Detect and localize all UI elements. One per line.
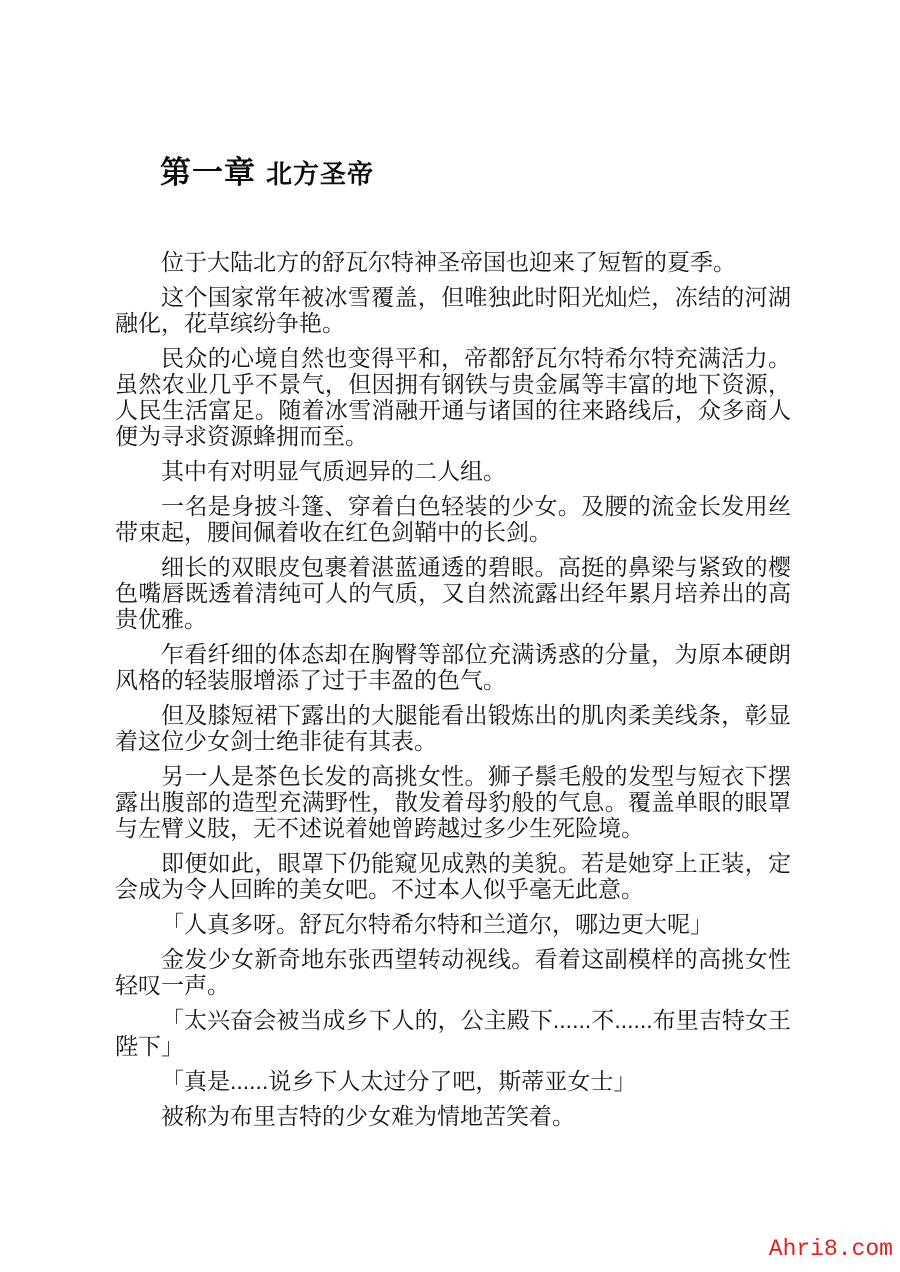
paragraph: 即便如此，眼罩下仍能窥见成熟的美貌。若是她穿上正装，定会成为令人回眸的美女吧。不过本人似乎毫无此意。 <box>115 850 791 902</box>
body-text <box>115 249 791 1129</box>
paragraph: 「太兴奋会被当成乡下人的，公主殿下......不......布里吉特女王陛下」 <box>115 1007 791 1059</box>
paragraph: 这个国家常年被冰雪覆盖，但唯独此时阳光灿烂，冻结的河湖融化，花草缤纷争艳。 <box>115 284 791 336</box>
chapter-title: 北方圣帝 <box>266 159 375 189</box>
watermark-text: Ahri8.com <box>768 1236 893 1262</box>
paragraph: 另一人是茶色长发的高挑女性。狮子鬃毛般的发型与短衣下摆露出腹部的造型充满野性，散发着母豹般的气息。覆盖单眼的眼罩与左臂义肢，无不述说着她曾跨越过多少生死险境。 <box>115 763 791 841</box>
paragraph: 民众的心境自然也变得平和，帝都舒瓦尔特希尔特充满活力。虽然农业几乎不景气，但因拥有钢铁与贵金属等丰富的地下资源，人民生活富足。随着冰雪消融开通与诸国的往来路线后，众多商人便为寻求资源蜂拥而至。 <box>115 345 791 449</box>
paragraph: 被称为布里吉特的少女难为情地苦笑着。 <box>161 1103 575 1129</box>
chapter-number: 第一章 <box>160 155 256 190</box>
paragraph: 「人真多呀。舒瓦尔特希尔特和兰道尔，哪边更大呢」 <box>161 911 713 937</box>
paragraph: 乍看纤细的体态却在胸臀等部位充满诱惑的分量，为原本硬朗风格的轻装服增添了过于丰盈的色气。 <box>115 641 791 693</box>
paragraph: 一名是身披斗篷、穿着白色轻装的少女。及腰的流金长发用丝带束起，腰间佩着收在红色剑鞘中的长剑。 <box>115 493 791 545</box>
paragraph: 位于大陆北方的舒瓦尔特神圣帝国也迎来了短暂的夏季。 <box>161 249 736 275</box>
chapter-content <box>115 150 791 1138</box>
paragraph: 细长的双眼皮包裹着湛蓝通透的碧眼。高挺的鼻梁与紧致的樱色嘴唇既透着清纯可人的气质，又自然流露出经年累月培养出的高贵优雅。 <box>115 554 791 632</box>
paragraph: 但及膝短裙下露出的大腿能看出锻炼出的肌肉柔美线条，彰显着这位少女剑士绝非徒有其表。 <box>115 702 791 754</box>
paragraph: 其中有对明显气质迥异的二人组。 <box>161 458 506 484</box>
paragraph: 金发少女新奇地东张西望转动视线。看着这副模样的高挑女性轻叹一声。 <box>115 946 791 998</box>
paragraph: 「真是......说乡下人太过分了吧，斯蒂亚女士」 <box>161 1068 637 1094</box>
chapter-heading <box>160 150 791 197</box>
